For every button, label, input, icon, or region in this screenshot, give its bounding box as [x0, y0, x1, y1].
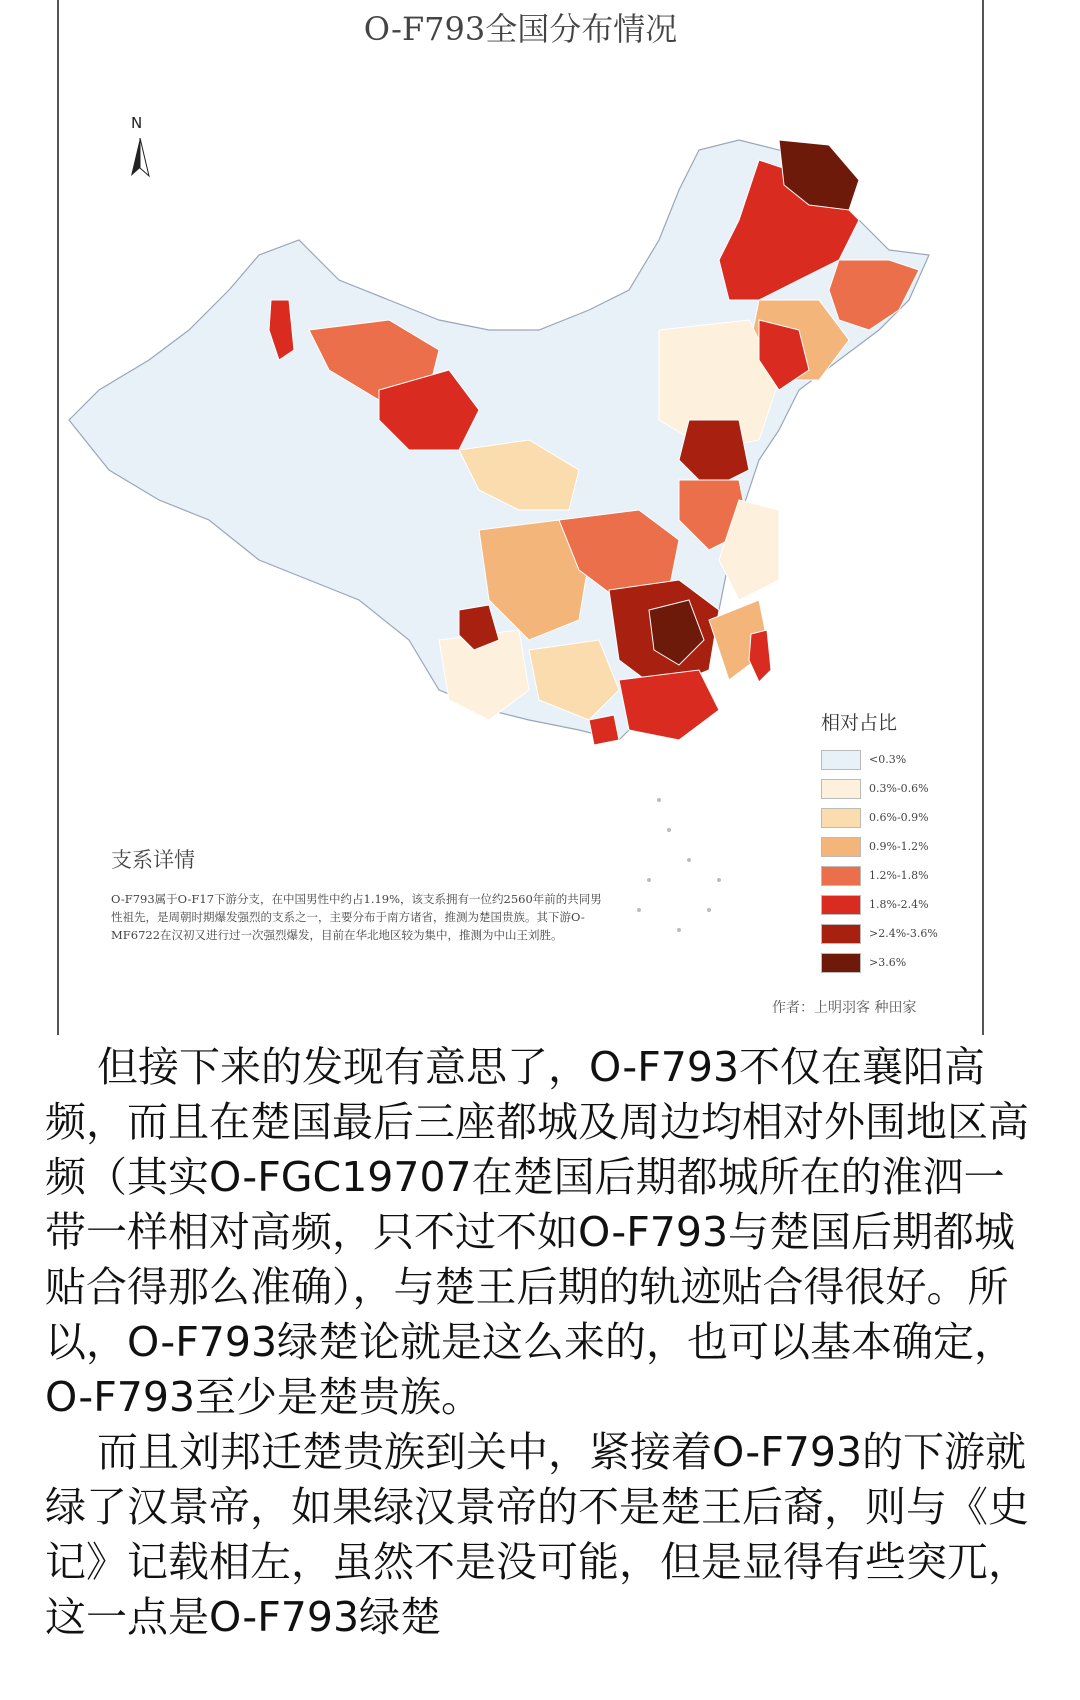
legend-item: [821, 803, 971, 832]
legend-swatch: [821, 779, 861, 799]
legend-item: [821, 832, 971, 861]
legend-item: [821, 861, 971, 890]
north-arrow-icon: [125, 118, 155, 188]
legend-swatch: [821, 837, 861, 857]
legend-title: 相对占比: [821, 712, 898, 734]
legend-label: 0.6%-0.9%: [869, 811, 929, 824]
legend-swatch: [821, 808, 861, 828]
map-author: 作者：上明羽客 种田家: [772, 1000, 917, 1016]
map-region-taiwan: [749, 630, 771, 682]
info-body: O-F793属于O-F17下游分支，在中国男性中约占1.19%，该支系拥有一位约2560年前的共同男性祖先，是周朝时期爆发强烈的支系之一，主要分布于南方诸省，推测为楚国贵族。其下游O-MF6722在汉初又进行过一次强烈爆发，目前在华北地区较为集中，推测为中山王刘胜。: [111, 892, 602, 942]
article-text: [45, 1040, 1045, 1645]
legend-items: [821, 745, 971, 977]
legend-swatch: [821, 895, 861, 915]
legend-item: [821, 774, 971, 803]
lineage-info-box: [111, 844, 611, 944]
map-region-jilin: [829, 260, 919, 330]
legend-item: [821, 890, 971, 919]
legend-swatch: [821, 953, 861, 973]
map-south-sea-islands: [637, 798, 721, 932]
map-legend: [821, 708, 971, 977]
legend-label: <0.3%: [869, 753, 907, 766]
article-paragraph: 但接下来的发现有意思了，O-F793不仅在襄阳高频，而且在楚国最后三座都城及周边均相对外围地区高频（其实O-FGC19707在楚国后期都城所在的淮泗一带一样相对高频，只不过不如O-F793与楚国后期都城贴合得那么准确），与楚王后期的轨迹贴合得很好。所以，O-F793绿楚论就是这么来的，也可以基本确定，O-F793至少是楚贵族。: [45, 1043, 1029, 1421]
map-title: O-F793全国分布情况: [363, 10, 678, 48]
distribution-map-figure: [57, 0, 984, 1035]
article-paragraph: 而且刘邦迁楚贵族到关中，紧接着O-F793的下游就绿了汉景帝，如果绿汉景帝的不是楚王后裔，则与《史记》记载相左，虽然不是没可能，但是显得有些突兀，这一点是O-F793绿楚: [45, 1428, 1029, 1641]
info-title: 支系详情: [111, 848, 195, 872]
legend-swatch: [821, 924, 861, 944]
legend-item: [821, 948, 971, 977]
map-region-guangdong: [619, 670, 719, 740]
legend-label: 0.3%-0.6%: [869, 782, 929, 795]
legend-swatch: [821, 866, 861, 886]
legend-item: [821, 919, 971, 948]
legend-label: 1.8%-2.4%: [869, 898, 929, 911]
legend-label: >2.4%-3.6%: [869, 927, 938, 940]
legend-label: 0.9%-1.2%: [869, 840, 929, 853]
legend-label: 1.2%-1.8%: [869, 869, 929, 882]
legend-swatch: [821, 750, 861, 770]
legend-item: [821, 745, 971, 774]
map-region-hainan: [589, 715, 619, 745]
legend-label: >3.6%: [869, 956, 907, 969]
north-label: N: [131, 114, 143, 132]
